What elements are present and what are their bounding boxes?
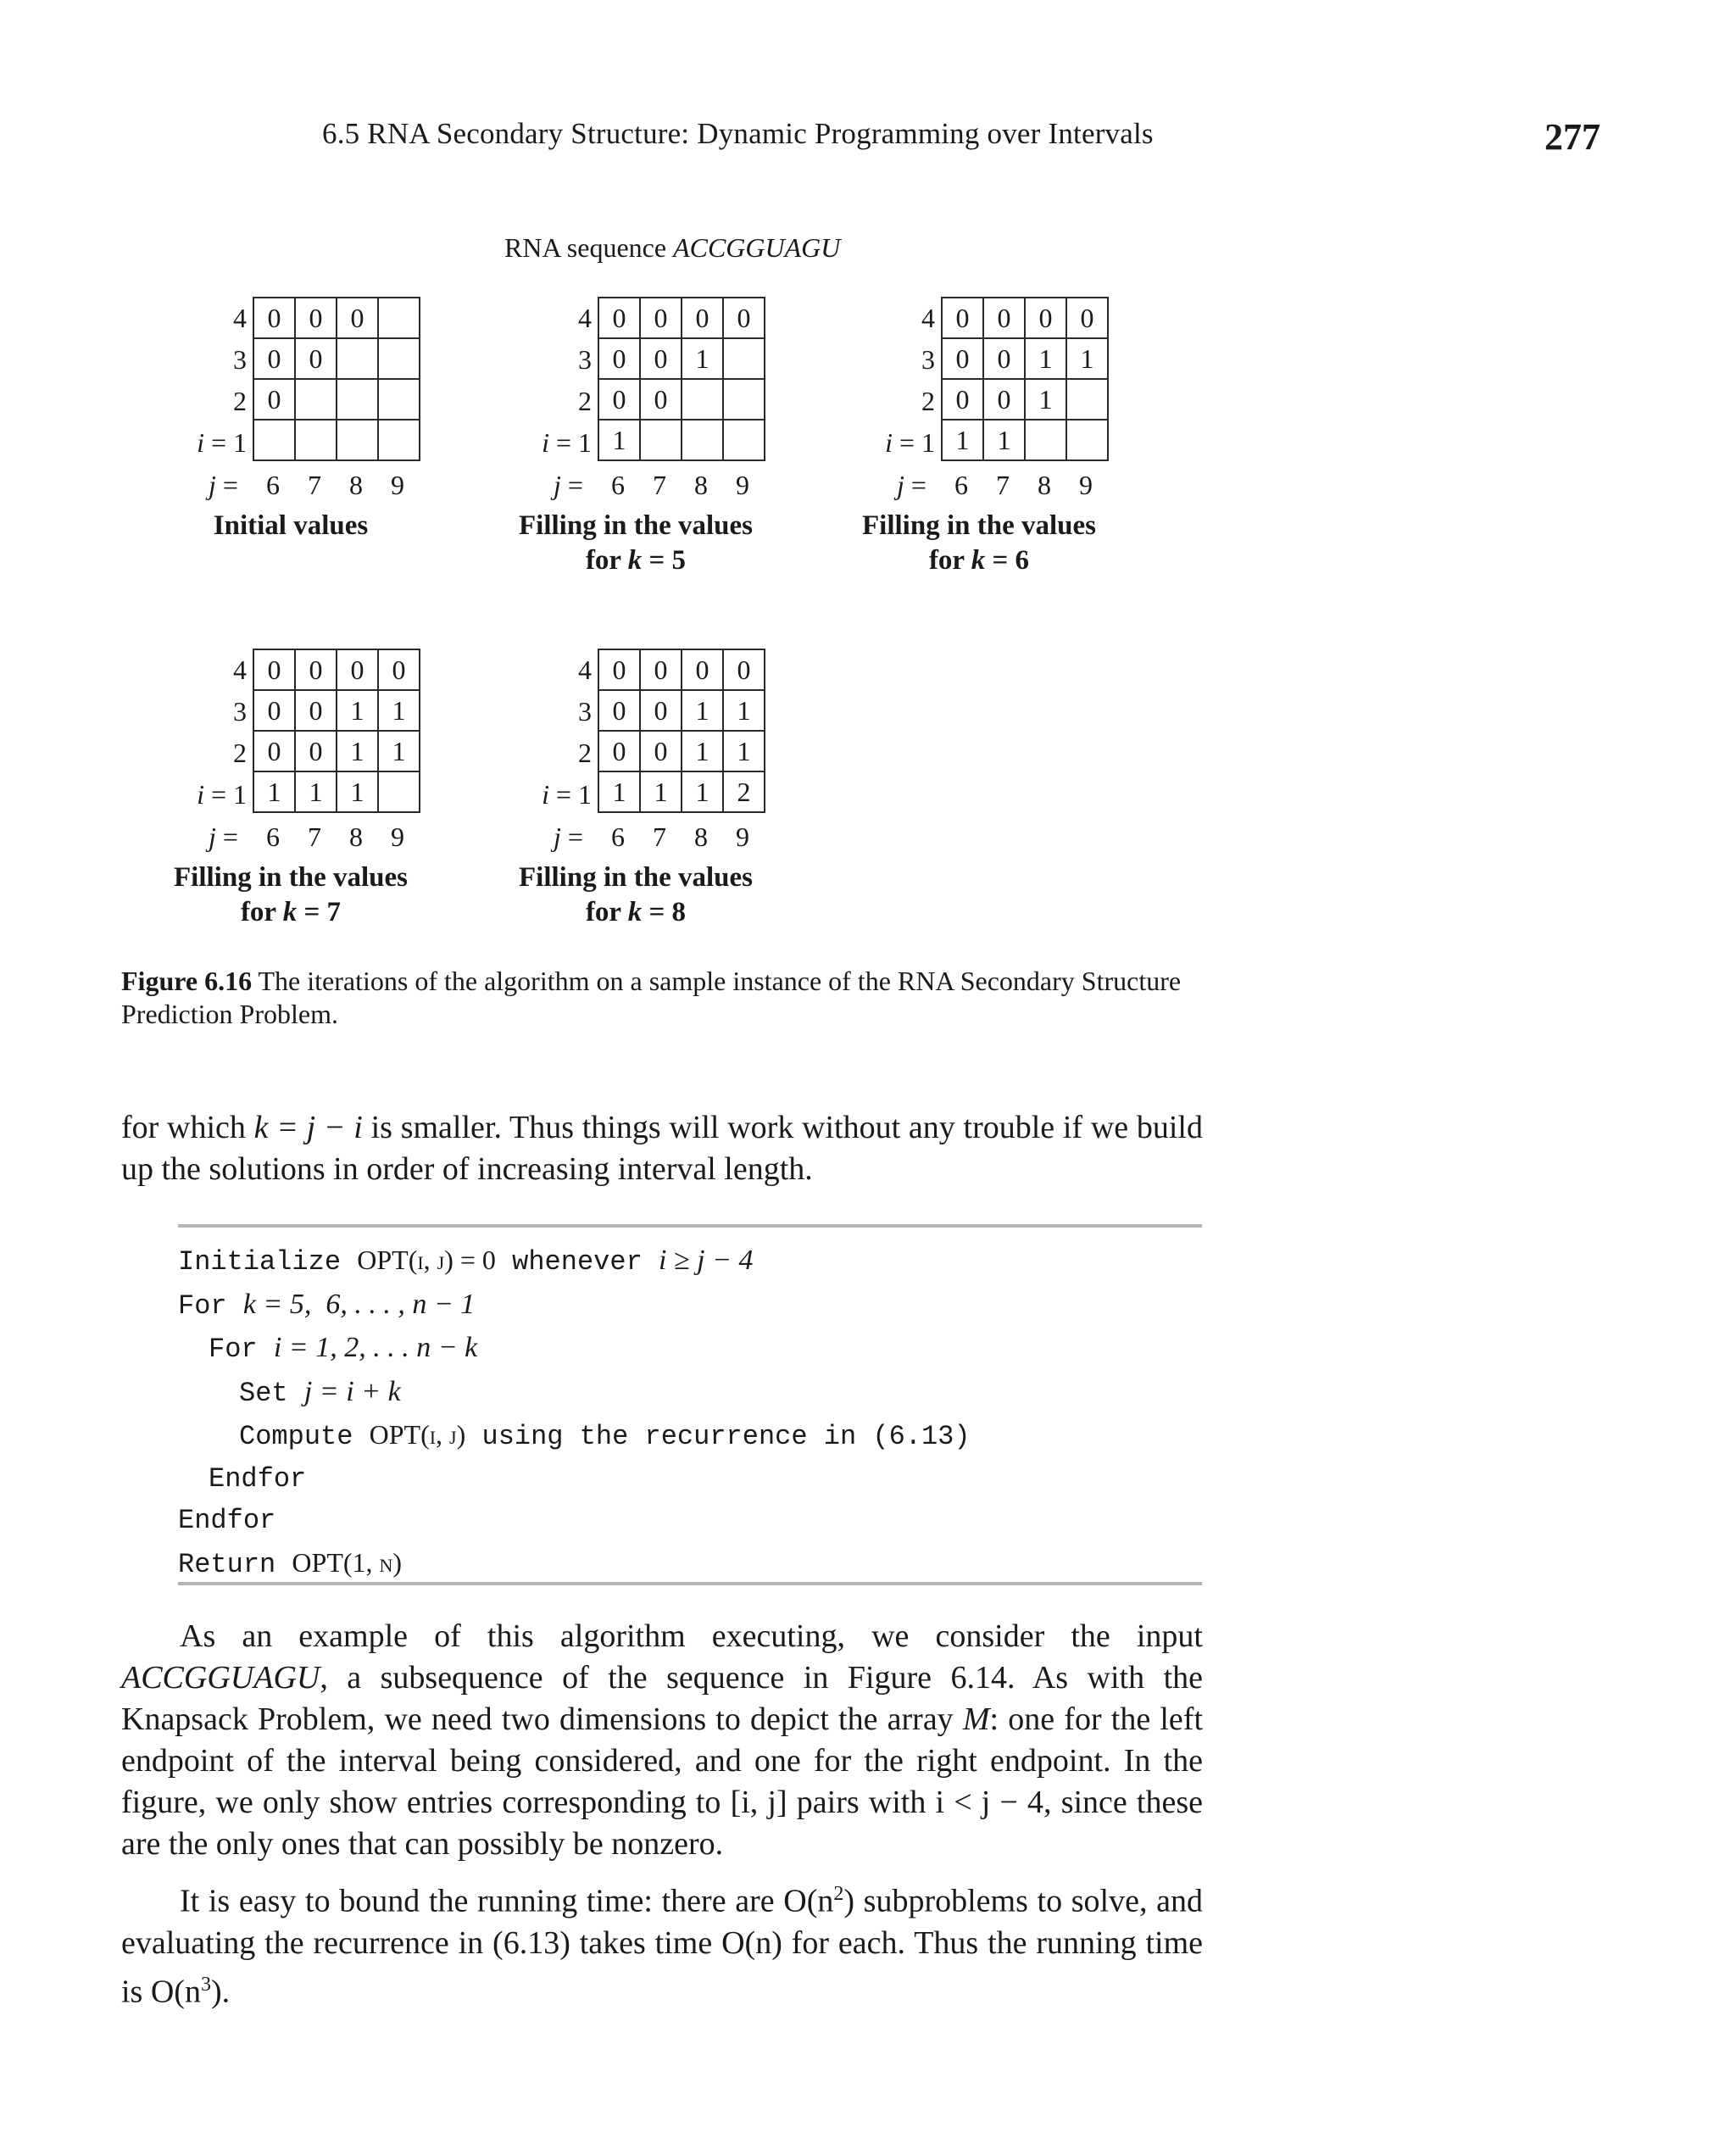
dp-cell: 0	[598, 338, 640, 379]
row-label	[466, 654, 592, 686]
panel-title	[475, 860, 797, 930]
dp-cell: 1	[1025, 338, 1066, 379]
algo-keyword: Return	[178, 1548, 276, 1580]
para1-text-a: for which	[121, 1110, 254, 1145]
dp-cell	[723, 379, 765, 420]
column-axis-label: j =	[554, 470, 583, 500]
dp-cell: 1	[598, 420, 640, 460]
row-label-value: 4	[921, 303, 935, 333]
row-label-value: 2	[578, 738, 592, 768]
column-label: 9	[736, 470, 749, 500]
dp-cell: 0	[640, 338, 682, 379]
dp-cell	[295, 379, 337, 420]
dp-cell: 0	[1025, 298, 1066, 338]
row-label	[810, 303, 935, 334]
paragraph-1	[121, 1107, 1203, 1190]
dp-cell	[378, 338, 420, 379]
dp-cell: 0	[295, 649, 337, 690]
row-label	[466, 738, 592, 769]
row-label-value: 1	[233, 427, 247, 458]
i-variable: i	[542, 779, 549, 810]
dp-cell: 0	[682, 298, 723, 338]
paragraph-3	[121, 1874, 1203, 2013]
dp-cell: 0	[640, 298, 682, 338]
j-variable: j	[897, 470, 904, 500]
panel-k-line: for k = 7	[240, 897, 342, 927]
dp-cell: 1	[640, 771, 682, 812]
dp-cell: 1	[598, 771, 640, 812]
column-axis-label: j =	[209, 821, 238, 852]
dp-table	[598, 649, 765, 813]
algo-keyword: For	[178, 1289, 227, 1322]
dp-cell: 0	[253, 731, 295, 771]
paragraph-2	[121, 1616, 1203, 1865]
algorithm-block	[178, 1239, 971, 1585]
dp-cell: 0	[640, 649, 682, 690]
dp-cell: 0	[598, 649, 640, 690]
panel-k-line: for k = 6	[928, 545, 1030, 576]
algo-opt: OPT(i, j)	[369, 1419, 466, 1450]
panel-k-value: 6	[1015, 545, 1030, 576]
algo-opt: OPT(1, n)	[292, 1546, 403, 1578]
row-label-value: 4	[233, 303, 247, 333]
dp-cell: 0	[253, 649, 295, 690]
dp-cell: 0	[723, 649, 765, 690]
row-label-value: 1	[233, 779, 247, 810]
dp-cell: 0	[337, 649, 378, 690]
algo-line-7: Endfor	[178, 1505, 276, 1536]
dp-cell	[640, 420, 682, 460]
algo-line-8	[178, 1542, 971, 1586]
panel-k-line: for k = 5	[585, 545, 687, 576]
row-label-value: 3	[233, 344, 247, 375]
dp-cell: 0	[640, 731, 682, 771]
dp-cell: 0	[295, 690, 337, 731]
algo-keyword: For	[209, 1334, 258, 1365]
row-label: i = 1	[542, 427, 592, 458]
row-label-value: 2	[921, 386, 935, 416]
panel-title-text: Initial values	[213, 510, 369, 541]
column-label: 6	[954, 470, 968, 500]
j-variable: j	[554, 470, 561, 500]
dp-cell: 0	[1066, 298, 1108, 338]
dp-cell	[1066, 379, 1108, 420]
dp-cell: 1	[983, 420, 1025, 460]
dp-cell: 1	[723, 731, 765, 771]
algo-math: i = 1, 2, . . . n − k	[273, 1332, 478, 1363]
dp-cell: 0	[598, 298, 640, 338]
row-label	[466, 303, 592, 334]
dp-table	[941, 297, 1109, 461]
dp-cell: 0	[295, 338, 337, 379]
superscript-3: 3	[200, 1973, 211, 1996]
algo-keyword: Initialize	[178, 1246, 342, 1278]
row-label-value: 1	[578, 427, 592, 458]
row-label	[121, 654, 247, 686]
algo-line-1	[178, 1239, 971, 1284]
running-head: 6.5 RNA Secondary Structure: Dynamic Programming over Intervals	[322, 117, 1154, 150]
dp-table-panel	[466, 297, 788, 602]
dp-cell: 0	[983, 379, 1025, 420]
column-label: 8	[349, 470, 363, 500]
panel-title-text: Filling in the values	[862, 510, 1096, 541]
column-label: 7	[996, 470, 1010, 500]
para2-text-a: As an example of this algorithm executing, we consider the input	[180, 1618, 1203, 1654]
dp-cell: 0	[682, 649, 723, 690]
row-label	[121, 344, 247, 376]
panel-k-value: 5	[671, 545, 687, 576]
i-variable: i	[197, 427, 204, 458]
row-label-value: 2	[578, 386, 592, 416]
row-label-value: 4	[578, 654, 592, 685]
dp-cell: 0	[253, 298, 295, 338]
dp-cell: 1	[378, 731, 420, 771]
dp-cell: 1	[1066, 338, 1108, 379]
dp-table-panel	[466, 649, 788, 954]
superscript-2: 2	[833, 1883, 844, 1905]
caption-label: Figure 6.16	[121, 966, 253, 996]
row-label-value: 3	[233, 696, 247, 727]
para2-text-c: : one for the left endpoint of the interval being considered, and one for the right endpoint. In the figure, we only show entries corresponding to [i, j] pairs with i < j − 4, since these are the only ones that can possibly be nonzero.	[121, 1701, 1203, 1862]
dp-cell: 1	[682, 690, 723, 731]
row-label	[810, 344, 935, 376]
algo-line-4	[178, 1371, 971, 1415]
figure-caption	[121, 965, 1206, 1031]
column-label: 7	[308, 821, 321, 852]
dp-cell: 1	[1025, 379, 1066, 420]
para1-math: k = j − i	[253, 1110, 363, 1145]
row-label	[121, 738, 247, 769]
row-label-value: 4	[233, 654, 247, 685]
dp-cell: 0	[942, 298, 983, 338]
row-label-value: 1	[921, 427, 935, 458]
dp-cell	[378, 771, 420, 812]
column-axis-label: j =	[554, 821, 583, 852]
dp-cell: 1	[337, 771, 378, 812]
algorithm-top-rule	[178, 1224, 1202, 1228]
dp-cell: 1	[253, 771, 295, 812]
i-variable: i	[542, 427, 549, 458]
column-label: 6	[266, 470, 280, 500]
row-label-value: 3	[578, 344, 592, 375]
row-label: i = 1	[542, 779, 592, 810]
dp-cell: 1	[682, 338, 723, 379]
dp-cell	[723, 420, 765, 460]
algo-line-6: Endfor	[209, 1462, 307, 1495]
dp-cell	[337, 379, 378, 420]
dp-table	[253, 297, 420, 461]
dp-cell: 0	[337, 298, 378, 338]
sequence-text: ACCGGUAGU	[673, 232, 841, 263]
dp-cell: 1	[942, 420, 983, 460]
para2-sequence: ACCGGUAGU	[121, 1660, 320, 1696]
column-label: 9	[391, 821, 404, 852]
column-label: 7	[308, 470, 321, 500]
j-variable: j	[209, 821, 216, 852]
column-label: 7	[653, 821, 666, 852]
row-label-value: 2	[233, 386, 247, 416]
row-label	[466, 696, 592, 727]
panel-title	[130, 860, 452, 930]
dp-table-panel	[121, 649, 443, 954]
dp-table	[598, 297, 765, 461]
panel-title	[130, 509, 452, 543]
column-axis-label: j =	[897, 470, 926, 500]
j-variable: j	[209, 470, 216, 500]
dp-cell: 0	[983, 298, 1025, 338]
dp-cell	[337, 420, 378, 460]
dp-cell: 2	[723, 771, 765, 812]
dp-cell: 1	[682, 771, 723, 812]
dp-cell	[378, 379, 420, 420]
dp-table-panel	[121, 297, 443, 602]
row-label	[121, 696, 247, 727]
row-label	[466, 386, 592, 417]
dp-table-panel	[810, 297, 1132, 602]
algo-line-3	[178, 1327, 971, 1371]
dp-cell: 0	[983, 338, 1025, 379]
algo-keyword: using the recurrence in (6.13)	[481, 1421, 971, 1452]
sequence-label-text: RNA sequence	[504, 232, 667, 263]
panel-k-value: 8	[671, 897, 687, 927]
row-label	[121, 303, 247, 334]
dp-cell	[723, 338, 765, 379]
panel-title	[475, 509, 797, 578]
panel-title-text: Filling in the values	[174, 862, 408, 893]
algo-keyword: whenever	[512, 1246, 643, 1278]
column-label: 8	[694, 821, 708, 852]
column-label: 7	[653, 470, 666, 500]
dp-cell: 0	[598, 690, 640, 731]
dp-cell	[295, 420, 337, 460]
algo-line-2	[178, 1284, 971, 1328]
i-variable: i	[197, 779, 204, 810]
dp-cell: 1	[682, 731, 723, 771]
dp-cell	[253, 420, 295, 460]
dp-cell: 0	[598, 379, 640, 420]
column-label: 6	[611, 821, 625, 852]
dp-cell: 0	[598, 731, 640, 771]
algo-keyword: Compute	[239, 1421, 353, 1452]
dp-cell: 0	[253, 690, 295, 731]
row-label-value: 4	[578, 303, 592, 333]
dp-cell: 1	[295, 771, 337, 812]
column-label: 9	[391, 470, 404, 500]
dp-cell: 0	[942, 338, 983, 379]
dp-cell	[337, 338, 378, 379]
page-number: 277	[1544, 116, 1600, 158]
panel-k-value: 7	[326, 897, 342, 927]
para3-text-b: ) subproblems to solve, and evaluating the recurrence in (6.13) takes time O(n) for each. Thus the running time is O(n	[121, 1883, 1203, 2010]
dp-cell: 0	[723, 298, 765, 338]
dp-cell: 1	[337, 690, 378, 731]
figure-sequence-label	[504, 232, 840, 264]
algo-math: j = i + k	[303, 1375, 401, 1407]
dp-cell: 0	[295, 298, 337, 338]
row-label: i = 1	[885, 427, 935, 458]
j-variable: j	[554, 821, 561, 852]
row-label-value: 3	[921, 344, 935, 375]
row-label	[121, 386, 247, 417]
algo-math: k = 5, 6, . . . , n − 1	[242, 1288, 476, 1320]
dp-cell: 0	[640, 379, 682, 420]
dp-cell: 0	[253, 379, 295, 420]
dp-cell	[682, 379, 723, 420]
row-label-value: 3	[578, 696, 592, 727]
dp-cell	[378, 298, 420, 338]
panel-title-text: Filling in the values	[519, 510, 753, 541]
para2-text-b: , a subsequence of the sequence in Figure 6.14. As with the Knapsack Problem, we need two dimensions to depict the array	[121, 1660, 1203, 1737]
algo-line-5	[178, 1414, 971, 1458]
row-label: i = 1	[197, 427, 247, 458]
column-label: 9	[1079, 470, 1093, 500]
dp-cell: 0	[640, 690, 682, 731]
algo-math: i ≥ j − 4	[658, 1245, 754, 1276]
para3-text-c: ).	[210, 1974, 231, 2010]
i-variable: i	[885, 427, 893, 458]
dp-cell	[1025, 420, 1066, 460]
dp-cell: 1	[378, 690, 420, 731]
row-label	[466, 344, 592, 376]
row-label: i = 1	[197, 779, 247, 810]
dp-cell: 0	[253, 338, 295, 379]
dp-cell	[1066, 420, 1108, 460]
algo-keyword: Set	[239, 1377, 288, 1409]
dp-table	[253, 649, 420, 813]
dp-cell	[682, 420, 723, 460]
column-label: 9	[736, 821, 749, 852]
dp-cell	[378, 420, 420, 460]
column-label: 8	[349, 821, 363, 852]
panel-k-line: for k = 8	[585, 897, 687, 927]
algo-opt: OPT(i, j) = 0	[357, 1245, 496, 1275]
dp-cell: 0	[378, 649, 420, 690]
para1-text-b: is smaller. Thus things will work without any trouble if we build up the solutions in order of increasing interval length.	[121, 1110, 1203, 1187]
row-label	[810, 386, 935, 417]
row-label-value: 2	[233, 738, 247, 768]
dp-cell: 0	[942, 379, 983, 420]
dp-cell: 1	[337, 731, 378, 771]
caption-text: The iterations of the algorithm on a sample instance of the RNA Secondary Structure Prediction Problem.	[121, 966, 1182, 1029]
column-axis-label: j =	[209, 470, 238, 500]
row-label-value: 1	[578, 779, 592, 810]
panel-title-text: Filling in the values	[519, 862, 753, 893]
dp-cell: 1	[723, 690, 765, 731]
para3-text-a: It is easy to bound the running time: there are O(n	[180, 1883, 834, 1919]
column-label: 8	[1038, 470, 1051, 500]
column-label: 8	[694, 470, 708, 500]
panel-title	[818, 509, 1140, 578]
algorithm-bottom-rule	[178, 1582, 1202, 1585]
column-label: 6	[611, 470, 625, 500]
para2-math-M: M	[962, 1701, 990, 1737]
column-label: 6	[266, 821, 280, 852]
dp-cell: 0	[295, 731, 337, 771]
